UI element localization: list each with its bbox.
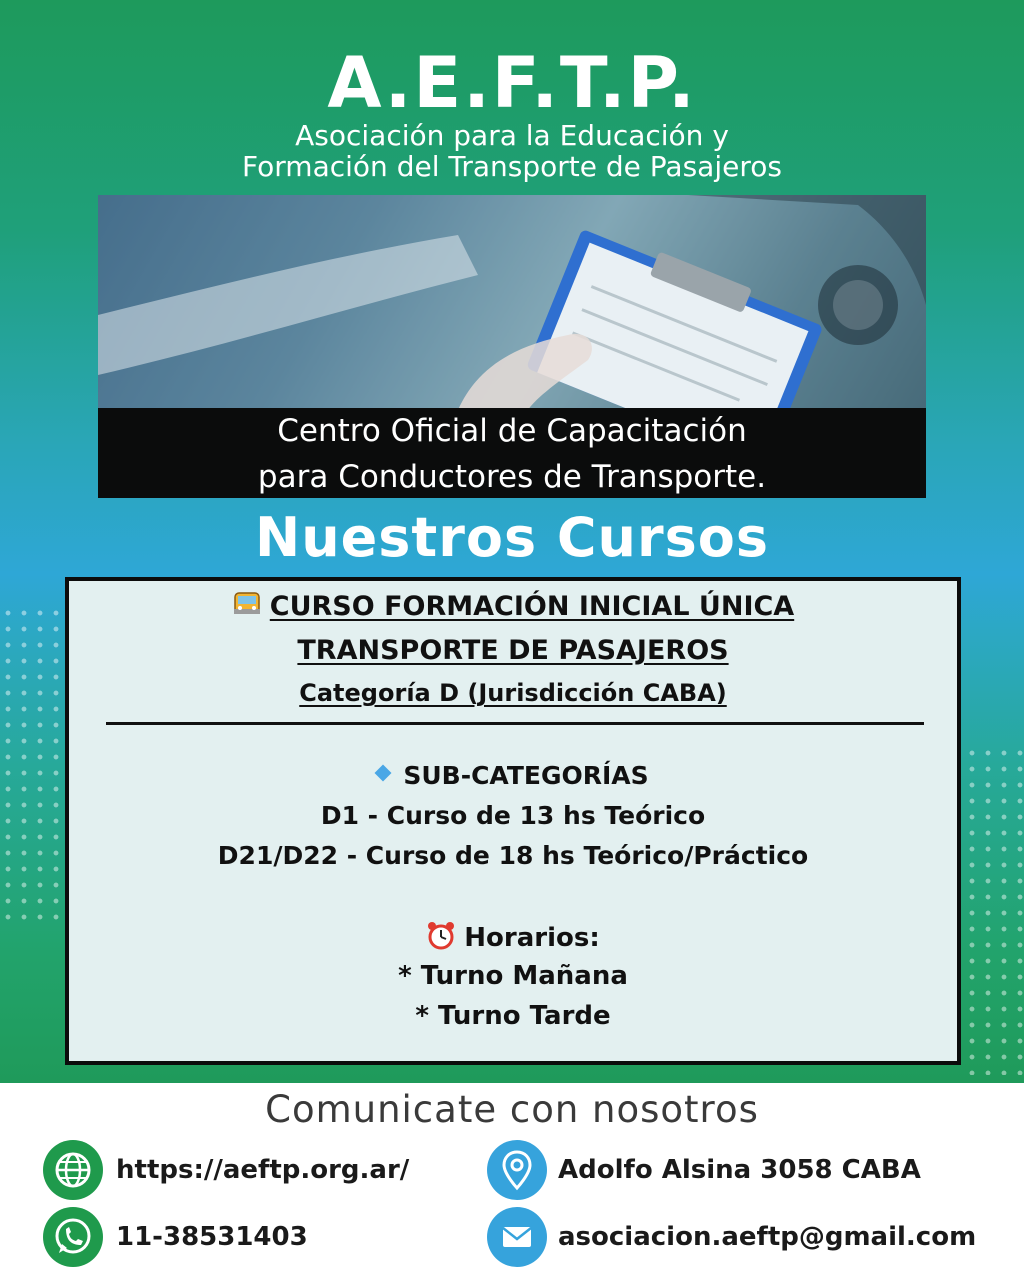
divider xyxy=(106,722,924,725)
globe-icon xyxy=(43,1140,103,1200)
subcategories-title: SUB-CATEGORÍAS xyxy=(403,761,649,790)
subcategory-item: D1 - Curso de 13 hs Teórico xyxy=(320,801,706,830)
address-text: Adolfo Alsina 3058 CABA xyxy=(558,1155,921,1185)
phone-number[interactable]: 11-38531403 xyxy=(116,1222,308,1252)
mail-icon xyxy=(487,1207,547,1267)
website-link[interactable]: https://aeftp.org.ar/ xyxy=(116,1155,410,1185)
decorative-dots-right xyxy=(964,745,1024,1075)
contact-footer xyxy=(0,1083,1024,1276)
course-title-line2 xyxy=(69,635,957,666)
brand-logo-text: A.E.F.T.P. xyxy=(327,42,697,124)
location-pin-icon xyxy=(487,1140,547,1200)
schedule-item: * Turno Tarde xyxy=(415,1001,611,1031)
schedule-item: * Turno Mañana xyxy=(398,961,628,991)
subcategories-heading xyxy=(69,761,957,790)
alarm-clock-icon xyxy=(426,921,456,951)
whatsapp-icon xyxy=(43,1207,103,1267)
contact-title: Comunicate con nosotros xyxy=(265,1088,759,1131)
blue-diamond-icon xyxy=(375,765,392,782)
decorative-dots-left xyxy=(0,605,60,925)
hero-photo-clipboard xyxy=(98,195,926,410)
banner-line2: para Conductores de Transporte. xyxy=(257,459,767,495)
course-title-underline xyxy=(232,591,794,622)
brand-subtitle-line1: Asociación para la Educación y xyxy=(295,119,729,152)
course-category-text: Categoría D (Jurisdicción CABA) xyxy=(299,679,727,707)
course-title-line1 xyxy=(69,591,957,622)
course-title-text: CURSO FORMACIÓN INICIAL ÚNICA xyxy=(269,591,795,622)
banner-official-center xyxy=(98,408,926,498)
schedule-heading xyxy=(69,921,957,953)
course-category xyxy=(69,679,957,707)
email-link[interactable]: asociacion.aeftp@gmail.com xyxy=(558,1222,977,1252)
bus-icon xyxy=(232,591,262,619)
course-card xyxy=(65,577,961,1065)
banner-line1: Centro Oficial de Capacitación xyxy=(277,413,747,449)
courses-title: Nuestros Cursos xyxy=(255,506,769,569)
course-title-line2-text: TRANSPORTE DE PASAJEROS xyxy=(297,635,729,666)
subcategory-item: D21/D22 - Curso de 18 hs Teórico/Práctico xyxy=(217,841,809,870)
brand-subtitle xyxy=(0,120,1024,182)
brand-subtitle-line2: Formación del Transporte de Pasajeros xyxy=(242,150,782,183)
schedule-title: Horarios: xyxy=(464,923,600,953)
